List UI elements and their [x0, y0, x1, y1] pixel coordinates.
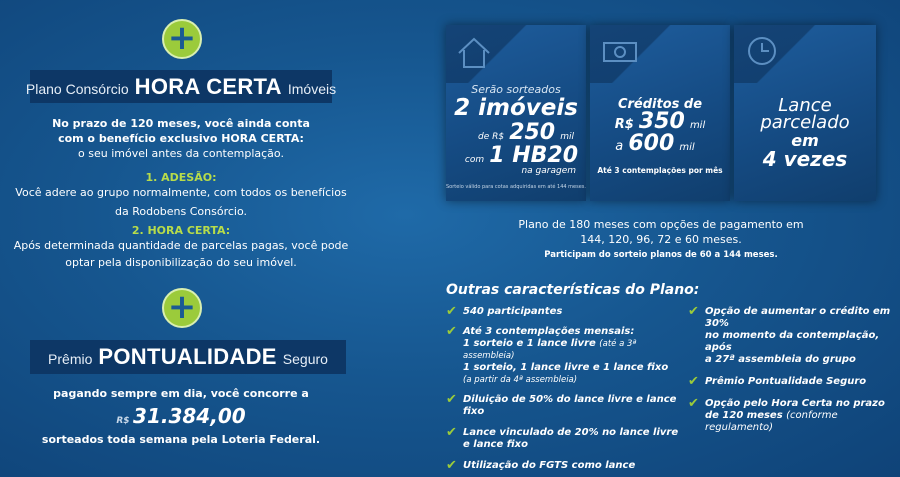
step1-line-1: Você adere ao grupo normalmente, com todos os benefícios — [15, 186, 347, 199]
plan-line-2: 144, 120, 96, 72 e 60 meses. — [580, 233, 742, 246]
feature-item: ✔ Até 3 contemplações mensais: 1 sorteio e 1 lance livre (até a 3ª assembleia) 1 sorteio, 1 lance livre e 1 lance fixo (a partir da 4ª assembleia) — [446, 324, 669, 385]
plus-icon: + — [162, 19, 202, 59]
card2-line-2: R$ 350 mil — [614, 109, 706, 134]
card2-line-1: Créditos de — [617, 97, 703, 112]
card3-line-3: em — [791, 131, 819, 150]
hora-certa-title: HORA CERTA — [134, 74, 282, 99]
card3-line-2: parcelado — [760, 112, 850, 133]
card1-line-4: com 1 HB20 — [464, 143, 578, 168]
hora-certa-body — [0, 116, 362, 270]
features-left — [446, 306, 686, 472]
card-lance-parcelado — [734, 25, 876, 201]
plan-line-3: Participam do sorteio planos de 60 a 144 meses. — [544, 250, 778, 260]
intro-line-3: o seu imóvel antes da contemplação. — [78, 147, 284, 160]
prize-currency: R$ — [116, 416, 130, 426]
pontualidade-line-1: pagando sempre em dia, você concorre a — [53, 387, 309, 400]
feature-item: ✔ Lance vinculado de 20% no lance livre e lance fixo — [446, 425, 679, 450]
card1-note: Sorteio válido para cotas adquiridas em até 144 meses. — [446, 184, 586, 190]
plan-line-1: Plano de 180 meses com opções de pagamento em — [518, 218, 804, 231]
card-creditos — [590, 25, 730, 201]
feature-item: ✔ Prêmio Pontualidade Seguro — [688, 374, 867, 389]
hora-certa-prefix: Plano Consórcio — [25, 81, 129, 97]
plan-info — [446, 217, 876, 262]
money-icon — [600, 35, 640, 69]
check-icon: ✔ — [446, 458, 457, 473]
feature-item: ✔ Opção pelo Hora Certa no prazo de 120 meses (conforme regulamento) — [688, 396, 885, 433]
prize-value: 31.384,00 — [133, 404, 246, 428]
feature-item: ✔ Diluição de 50% do lance livre e lance fixo — [446, 392, 677, 417]
pontualidade-prefix: Prêmio — [48, 351, 93, 367]
pontualidade-title: PONTUALIDADE — [98, 344, 277, 369]
hora-certa-suffix: Imóveis — [287, 81, 337, 97]
feature-item: ✔ Opção de aumentar o crédito em 30% no momento da contemplação, após a 27ª assembleia do grupo — [688, 304, 891, 365]
check-icon: ✔ — [688, 374, 699, 389]
step2-line-2: optar pela disponibilização do seu imóvel. — [65, 256, 297, 269]
prize-amount — [0, 404, 362, 428]
card1-line-2: 2 imóveis — [454, 95, 578, 121]
check-icon: ✔ — [446, 425, 457, 440]
pontualidade-suffix: Seguro — [282, 351, 328, 367]
hora-certa-title-bar — [25, 70, 337, 103]
step1-line-2: da Rodobens Consórcio. — [114, 205, 248, 218]
house-icon — [454, 33, 494, 73]
feature-item: ✔ 540 participantes — [446, 304, 563, 319]
check-icon: ✔ — [688, 304, 699, 319]
card3-line-4: 4 vezes — [762, 147, 848, 171]
plus-icon: + — [162, 288, 202, 328]
intro-line-2: com o benefício exclusivo HORA CERTA: — [58, 132, 304, 145]
check-icon: ✔ — [446, 392, 457, 407]
feature-item: ✔ Utilização do FGTS como lance — [446, 458, 636, 473]
intro-line-1: No prazo de 120 meses, você ainda conta — [52, 117, 310, 130]
card1-line-3: de R$ 250 mil — [478, 120, 574, 145]
check-icon: ✔ — [688, 396, 699, 411]
card2-line-3: a 600 mil — [615, 131, 695, 156]
step2-title: 2. HORA CERTA: — [131, 224, 231, 237]
card1-line-5: na garagem — [521, 166, 576, 176]
step1-title: 1. ADESÃO: — [145, 171, 217, 184]
card-sorteio-imoveis — [446, 25, 586, 201]
pontualidade-title-bar — [30, 340, 346, 374]
step2-line-1: Após determinada quantidade de parcelas pagas, você pode — [13, 239, 349, 252]
card1-line-1: Serão sorteados — [471, 83, 561, 96]
check-icon: ✔ — [446, 304, 457, 319]
features-right — [688, 306, 893, 434]
pontualidade-body — [0, 387, 362, 446]
clock-icon — [744, 33, 780, 69]
pontualidade-line-2: sorteados toda semana pela Loteria Federal. — [41, 433, 321, 446]
card2-note: Até 3 contemplações por mês — [597, 166, 723, 175]
card3-line-1: Lance — [778, 95, 832, 116]
check-icon: ✔ — [446, 324, 457, 339]
features-title: Outras características do Plano: — [446, 282, 700, 298]
